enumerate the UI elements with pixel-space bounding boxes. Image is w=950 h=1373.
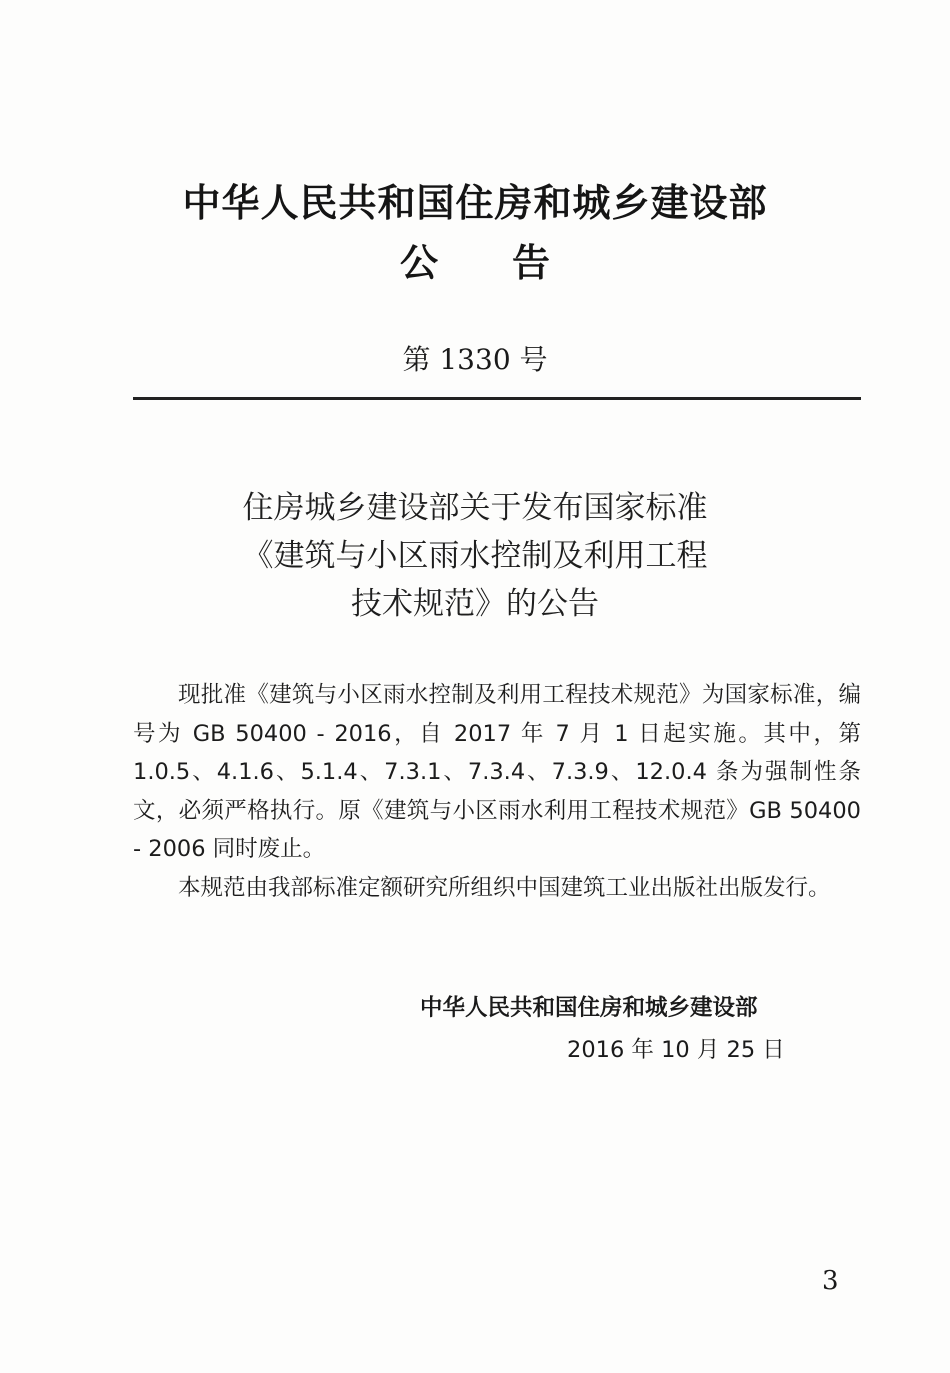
notice-number: 第 1330 号 [402,343,548,376]
issuing-ministry-heading: 中华人民共和国住房和城乡建设部 [182,181,768,225]
page-number: 3 [822,1266,839,1296]
title-line-2: 《建筑与小区雨水控制及利用工程 [242,538,708,574]
signature-issuer: 中华人民共和国住房和城乡建设部 [420,995,758,1021]
signature-date: 2016 年 10 月 25 日 [567,1037,785,1063]
notice-heading [0,232,950,287]
notice-heading-char-1: 公 [399,241,438,285]
title-line-1: 住房城乡建设部关于发布国家标准 [242,490,708,526]
announcement-body [133,676,861,907]
title-line-3: 技术规范》的公告 [351,586,599,622]
header-divider [133,397,861,400]
notice-heading-char-2: 告 [512,241,551,285]
body-paragraph-1: 现批准《建筑与小区雨水控制及利用工程技术规范》为国家标准，编号为 GB 50400 - 2016，自 2017 年 7 月 1 日起实施。其中，第 1.0.5、4.1.6、5.1.4、7.3.1、7.3.4、7.3.9、12.0.4 条为强制性条文，必须严格执行。原《建筑与小区雨水利用工程技术规范》GB 50400 - 2006 同时废止。 [133,682,861,862]
announcement-title [0,484,950,628]
body-paragraph-2: 本规范由我部标准定额研究所组织中国建筑工业出版社出版发行。 [178,874,831,901]
